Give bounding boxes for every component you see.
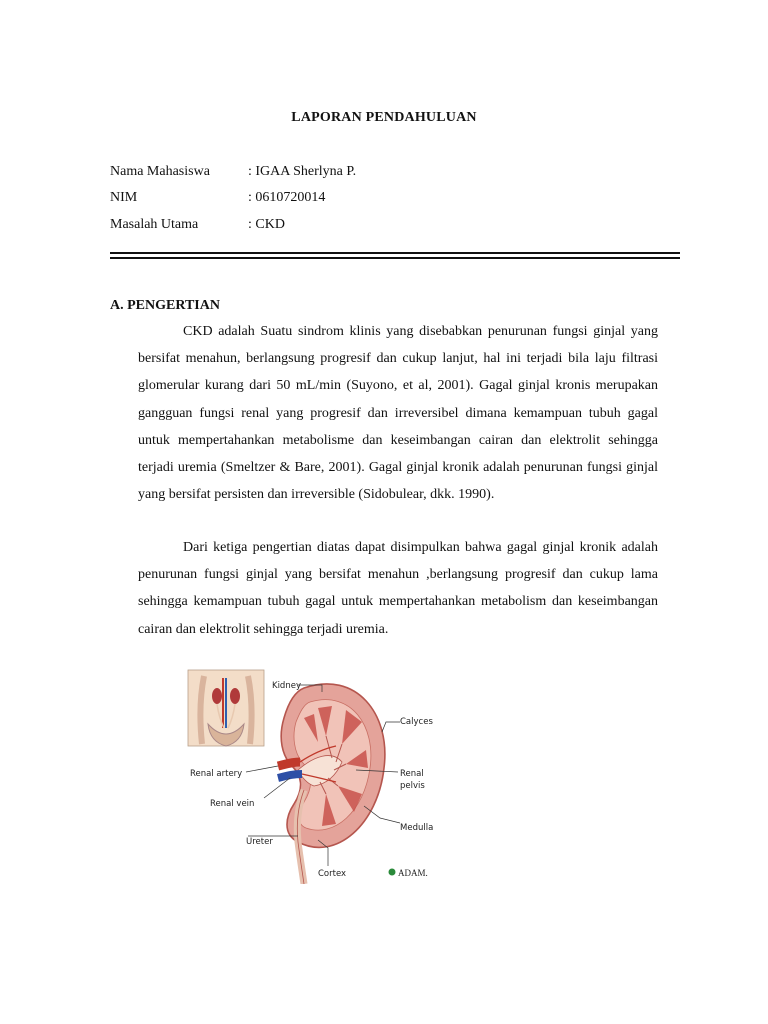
label-renal-artery: Renal artery — [190, 769, 243, 779]
label-renal-vein: Renal vein — [210, 799, 255, 809]
label-calyces: Calyces — [400, 717, 433, 727]
label-renal-pelvis-1: Renal — [400, 769, 424, 779]
header-rule-bottom — [110, 257, 680, 259]
label-medulla: Medulla — [400, 823, 434, 833]
header-rule-top — [110, 252, 680, 254]
label-cortex: Cortex — [318, 869, 347, 879]
info-label: Masalah Utama — [110, 217, 199, 232]
info-label: NIM — [110, 190, 138, 205]
kidney-anatomy-figure — [186, 666, 456, 884]
info-label: Nama Mahasiswa — [110, 164, 210, 179]
kidney-diagram — [186, 666, 456, 884]
info-value: : 0610720014 — [248, 190, 326, 205]
info-value: : CKD — [248, 217, 285, 232]
document-title: LAPORAN PENDAHULUAN — [291, 110, 477, 125]
renal-artery-vessel — [278, 762, 300, 766]
paragraph-2: Dari ketiga pengertian diatas dapat disimpulkan bahwa gagal ginjal kronik adalah penurunan fungsi ginjal yang bersifat menahun ,berlangsung progresif dan cukup lama sehingga kemampuan tubuh gagal untuk mempertahankan metabolism dan keseimbangan cairan dan elektrolit sehingga terjadi uremia. — [138, 540, 658, 637]
label-kidney: Kidney — [272, 681, 301, 691]
paragraph-1: CKD adalah Suatu sindrom klinis yang disebabkan penurunan fungsi ginjal yang bersifat menahun, berlangsung progresif dan cukup lanjut, hal ini terjadi bila laju filtrasi glomerular kurang dari 50 mL/min (Suyono, et al, 2001). Gagal ginjal kronis merupakan gangguan fungsi renal yang progresif dan irreversibel dimana kemampuan tubuh gagal untuk mempertahankan metabolisme dan keseimbangan cairan dan elektrolit sehingga terjadi uremia (Smeltzer & Bare, 2001). Gagal ginjal kronik adalah penurunan fungsi ginjal yang bersifat persisten dan irreversible (Sidobulear, dkk. 1990). — [138, 324, 658, 503]
section-heading: A. PENGERTIAN — [110, 298, 220, 313]
label-ureter: Ureter — [246, 837, 273, 847]
adam-logo-icon — [389, 869, 396, 876]
label-brand: ADAM. — [398, 868, 428, 878]
label-renal-pelvis-2: pelvis — [400, 781, 425, 791]
renal-vein-vessel — [278, 774, 302, 778]
info-value: : IGAA Sherlyna P. — [248, 164, 357, 179]
